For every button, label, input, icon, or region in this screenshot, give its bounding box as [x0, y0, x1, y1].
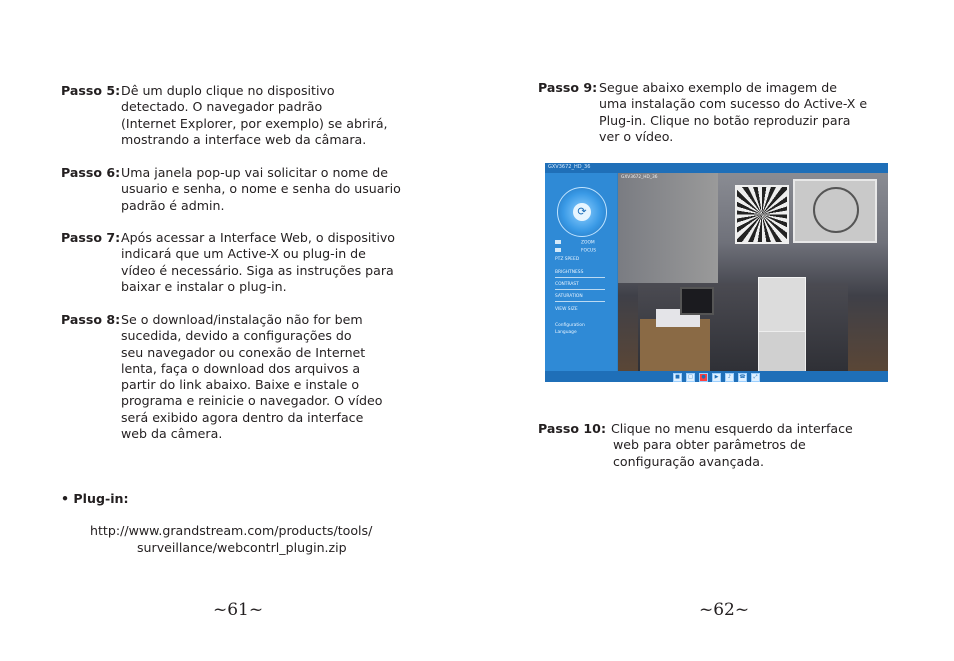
box-bottom: [758, 331, 806, 373]
step-text-line: (Internet Explorer, por exemplo) se abrirá,: [121, 115, 388, 131]
step-text-line: uma instalação com sucesso do Active-X e: [599, 96, 868, 112]
language-link: Language: [555, 330, 577, 335]
step-text-line: configuração avançada.: [613, 453, 764, 469]
step-text-line: Dê um duplo clique no dispositivo: [121, 83, 335, 98]
step-label: Passo 9:: [538, 80, 598, 95]
step-text-line: detectado. O navegador padrão: [121, 99, 323, 115]
step-text-line: seu navegador ou conexão de Internet: [121, 344, 366, 360]
step-label: Passo 6:: [61, 165, 121, 180]
brightness-slider: [555, 277, 605, 278]
talk-icon: ☎: [739, 374, 746, 380]
test-chart: [793, 179, 877, 243]
contrast-slider: [555, 289, 605, 290]
view-size-label: VIEW SIZE: [555, 307, 578, 312]
stop-icon: ■: [673, 373, 682, 382]
step-text-line: Segue abaixo exemplo de imagem de: [599, 80, 837, 95]
step-text-line: partir do link abaixo. Baixe e instale o: [121, 377, 360, 393]
saturation-slider: [555, 301, 605, 302]
siemens-star-chart: [735, 185, 789, 244]
step-label: Passo 8:: [61, 312, 121, 327]
step-label: Passo 5:: [61, 83, 121, 98]
saturation-label: SATURATION: [555, 294, 583, 299]
contrast-label: CONTRAST: [555, 282, 579, 287]
step-text-line: ver o vídeo.: [599, 128, 674, 144]
step-text-line: Plug-in. Clique no botão reproduzir para: [599, 112, 851, 128]
audio-icon: ♪: [725, 373, 734, 382]
play-icon: ▶: [712, 373, 721, 382]
step-text-line: web para obter parâmetros de: [613, 437, 806, 453]
step-text-line: programa e reinicie o navegador. O vídeo: [121, 393, 383, 409]
record-icon: ●: [699, 373, 708, 382]
step-text-line: Clique no menu esquerdo da interface: [611, 421, 853, 436]
step-text-line: web da câmera.: [121, 426, 223, 442]
box-top: [758, 277, 806, 335]
step-text-line: mostrando a interface web da câmara.: [121, 131, 367, 147]
ptz-speed-label: PTZ SPEED: [555, 257, 580, 262]
focus-row: [555, 248, 596, 254]
step-text-line: lenta, faça o download dos arquivos a: [121, 360, 361, 376]
monitor: [680, 287, 714, 315]
zoom-row: [555, 240, 595, 246]
step-text-line: sucedida, devido a configurações do: [121, 328, 352, 344]
step-label: Passo 10:: [538, 421, 606, 436]
step-text-line: usuario e senha, o nome e senha do usuario: [121, 181, 401, 197]
fullscreen-icon: ⤢: [751, 373, 760, 382]
page-number-left: ~61~: [213, 600, 264, 620]
step-text-line: baixar e instalar o plug-in.: [121, 278, 287, 294]
configuration-link: Configuration: [555, 323, 585, 328]
screenshot-title: GXV3672_HD_36: [548, 164, 591, 170]
plugin-url-line1[interactable]: http://www.grandstream.com/products/tools/: [90, 523, 373, 538]
web-interface-screenshot: [545, 163, 888, 382]
video-area: [618, 173, 888, 371]
snapshot-icon: □: [686, 373, 695, 382]
video-wall: [618, 173, 718, 283]
step-text-line: Se o download/instalação não for bem: [121, 312, 363, 327]
step-label: Passo 7:: [61, 230, 121, 245]
ptz-control-icon: ⟳: [557, 187, 607, 237]
plugin-bullet: • Plug-in:: [61, 491, 129, 506]
step-text-line: será exibido agora dentro da interface: [121, 409, 364, 425]
step-text-line: padrão é admin.: [121, 197, 225, 213]
step-text-line: Uma janela pop-up vai solicitar o nome de: [121, 165, 388, 180]
focus-label: FOCUS: [581, 248, 597, 254]
page-number-right: ~62~: [699, 600, 750, 620]
brightness-label: BRIGHTNESS: [555, 270, 584, 275]
step-text-line: Após acessar a Interface Web, o dispositivo: [121, 230, 395, 245]
step-text-line: indicará que um Active-X ou plug-in de: [121, 246, 366, 262]
video-osd: GXV3672_HD_36: [621, 175, 658, 180]
plugin-url-line2[interactable]: surveillance/webcontrl_plugin.zip: [137, 540, 347, 555]
step-text-line: vídeo é necessário. Siga as instruções para: [121, 262, 394, 278]
screenshot-title-bar: [545, 163, 888, 173]
screenshot-left-panel: [545, 173, 617, 371]
zoom-label: ZOOM: [581, 240, 595, 246]
